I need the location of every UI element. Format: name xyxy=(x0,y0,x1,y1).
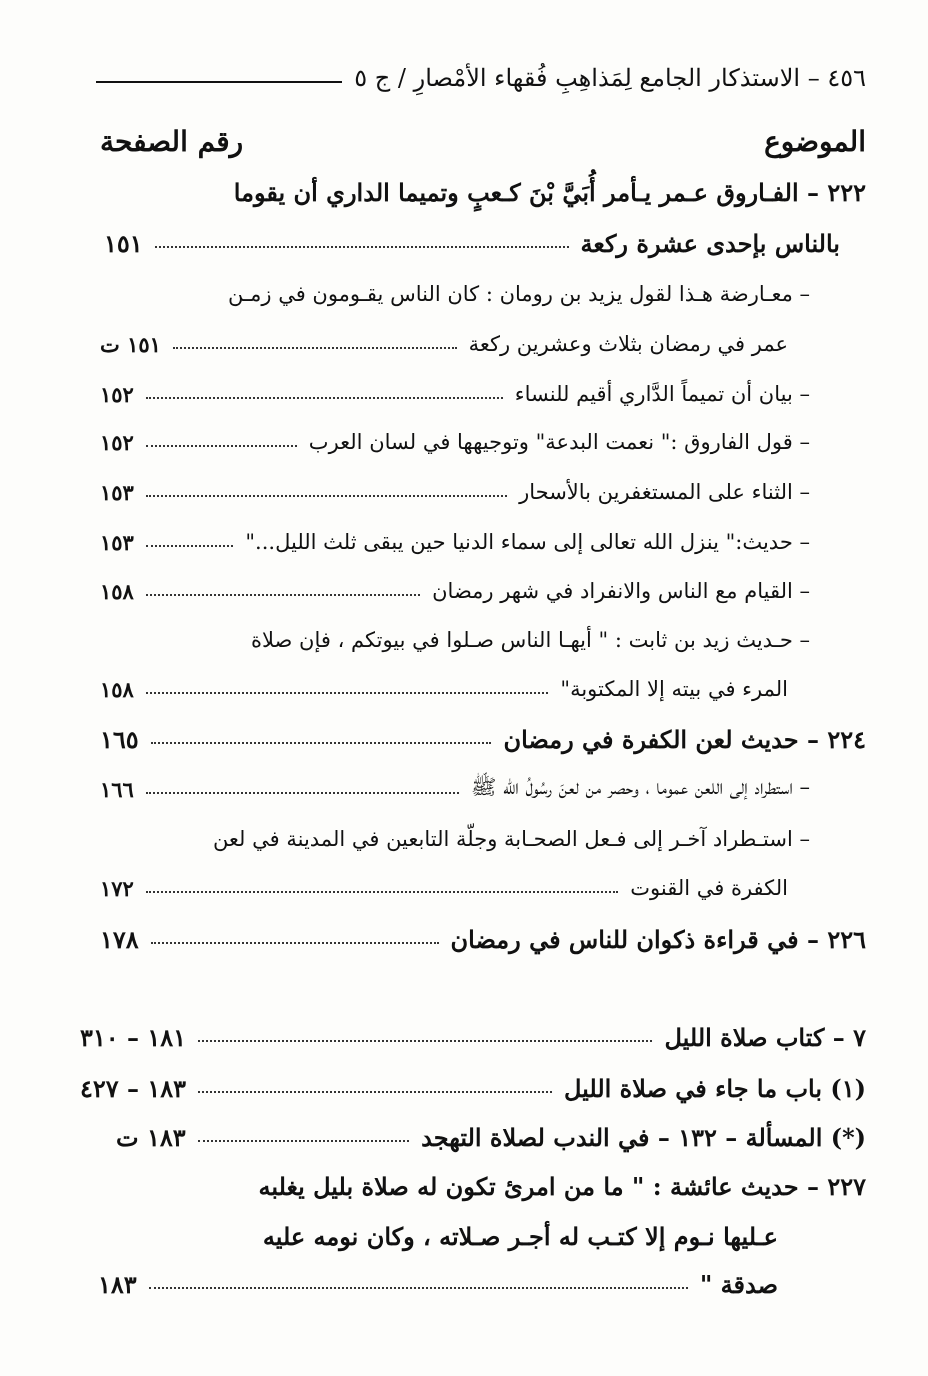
page-number: ١٥١ xyxy=(104,228,143,258)
toc-entry xyxy=(100,322,788,366)
toc-entry xyxy=(100,767,810,811)
leader-dots xyxy=(146,445,297,447)
entry-text: – استطراد إلى اللعن عموما ، وحصر من لعنَ رسُولُ الله ﷺ xyxy=(471,774,810,799)
entry-text: – معـارضة هـذا لقول يزيد بن رومان : كان الناس يقـومون في زمـن xyxy=(227,282,810,306)
leader-dots xyxy=(149,1287,688,1289)
entry-text: – حديث:" ينزل الله تعالى إلى سماء الدنيا حين يبقى ثلث الليل..." xyxy=(245,530,810,554)
running-header xyxy=(96,58,866,98)
page-number: ١٥٢ xyxy=(100,381,134,407)
leader-dots xyxy=(146,692,549,694)
toc-entry xyxy=(98,1262,778,1306)
page-number: ١٥٢ xyxy=(100,429,134,455)
page-number: ١٥٨ xyxy=(100,676,134,702)
entry-text: بالناس بإحدى عشرة ركعة xyxy=(580,228,840,258)
leader-dots xyxy=(151,742,492,744)
leader-dots xyxy=(155,246,569,248)
entry-text: ٢٢٢ – الفـاروق عـمر يـأمر أُبَيَّ بْنَ كـعبٍ وتميما الداري أن يقوما xyxy=(233,177,866,207)
entry-text: – استـطراد آخـر إلى فـعل الصحـابة وجلّة التابعين في المدينة في لعن xyxy=(212,827,810,851)
toc-entry xyxy=(80,1015,866,1059)
entry-text: – حـديث زيد بن ثابت : " أيهـا الناس صـلوا في بيوتكم ، فإن صلاة xyxy=(251,628,810,652)
entry-text: الكفرة في القنوت xyxy=(630,876,788,900)
toc-entry xyxy=(110,272,810,316)
entry-text: – الثناء على المستغفرين بالأسحار xyxy=(519,480,810,504)
toc-entry xyxy=(116,1115,866,1159)
entry-text: – بيان أن تميماً الدَّاري أقيم للنساء xyxy=(514,382,810,406)
page-number: ١٧٢ xyxy=(100,875,134,901)
running-title: ٤٥٦ – الاستذكار الجامع لِمَذاهِبِ فُقهاء الأمْصارِ / ج ٥ xyxy=(354,64,866,92)
entry-text: ٢٢٦ – في قراءة ذكوان للناس في رمضان xyxy=(450,924,866,954)
toc-entry xyxy=(100,1164,866,1208)
entry-text: – القيام مع الناس والانفراد في شهر رمضان xyxy=(432,579,810,603)
toc-entry xyxy=(100,520,810,564)
toc-entry xyxy=(100,917,866,961)
leader-dots xyxy=(146,495,507,497)
toc-entry xyxy=(100,170,866,214)
page-number: ١٥٣ xyxy=(100,479,134,505)
toc-entry xyxy=(100,866,788,910)
topic-heading: الموضوع xyxy=(764,124,866,158)
toc-entry xyxy=(80,1066,866,1110)
entry-text: ٢٢٤ – حديث لعن الكفرة في رمضان xyxy=(503,724,866,754)
page-number: ١٥٨ xyxy=(100,578,134,604)
leader-dots xyxy=(198,1140,410,1142)
toc-entry xyxy=(100,618,810,662)
toc-entry xyxy=(100,569,810,613)
toc-entry xyxy=(100,470,810,514)
page-number: ١٨١ – ٣١٠ xyxy=(80,1022,187,1052)
toc-entry xyxy=(100,420,810,464)
page-number: ١٥٣ xyxy=(100,529,134,555)
toc-entry xyxy=(100,717,866,761)
entry-text: (*) المسألة – ١٣٢ – في الندب لصلاة التهجد xyxy=(421,1122,866,1152)
leader-dots xyxy=(146,594,420,596)
toc-entry xyxy=(98,1214,778,1258)
leader-dots xyxy=(198,1091,552,1093)
entry-text: (١) باب ما جاء في صلاة الليل xyxy=(563,1073,866,1103)
page-number: ١٨٣ ت xyxy=(116,1122,186,1152)
entry-text: ٢٢٧ – حديث عائشة : " ما من امرئ تكون له صلاة بليل يغلبه xyxy=(258,1171,866,1201)
page-number-heading: رقم الصفحة xyxy=(100,124,244,158)
leader-dots xyxy=(146,792,459,794)
page-number: ١٧٨ xyxy=(100,924,139,954)
entry-text: عـليها نـوم إلا كتـب له أجـر صـلاته ، وكان نومه عليه xyxy=(262,1221,778,1251)
leader-dots xyxy=(146,545,234,547)
page-number: ١٦٦ xyxy=(100,776,134,802)
leader-dots xyxy=(146,397,503,399)
entry-text: عمر في رمضان بثلاث وعشرين ركعة xyxy=(468,332,788,356)
page-number: ١٨٣ xyxy=(98,1269,137,1299)
toc-entry xyxy=(100,372,810,416)
header-rule xyxy=(96,81,342,83)
entry-text: المرء في بيته إلا المكتوبة" xyxy=(560,677,788,701)
toc-entry xyxy=(104,221,840,265)
leader-dots xyxy=(173,347,457,349)
toc-entry xyxy=(100,667,788,711)
page-number: ١٨٣ – ٤٢٧ xyxy=(80,1073,187,1103)
leader-dots xyxy=(146,891,618,893)
page-number: ١٦٥ xyxy=(100,724,139,754)
leader-dots xyxy=(198,1040,652,1042)
column-headings xyxy=(100,120,866,162)
entry-text: صدقة " xyxy=(699,1269,778,1299)
entry-text: – قول الفاروق :" نعمت البدعة" وتوجيهها في لسان العرب xyxy=(308,430,810,454)
page-number: ١٥١ ت xyxy=(100,331,161,357)
entry-text: ٧ – كتاب صلاة الليل xyxy=(664,1022,866,1052)
leader-dots xyxy=(151,942,439,944)
toc-entry xyxy=(100,817,810,861)
